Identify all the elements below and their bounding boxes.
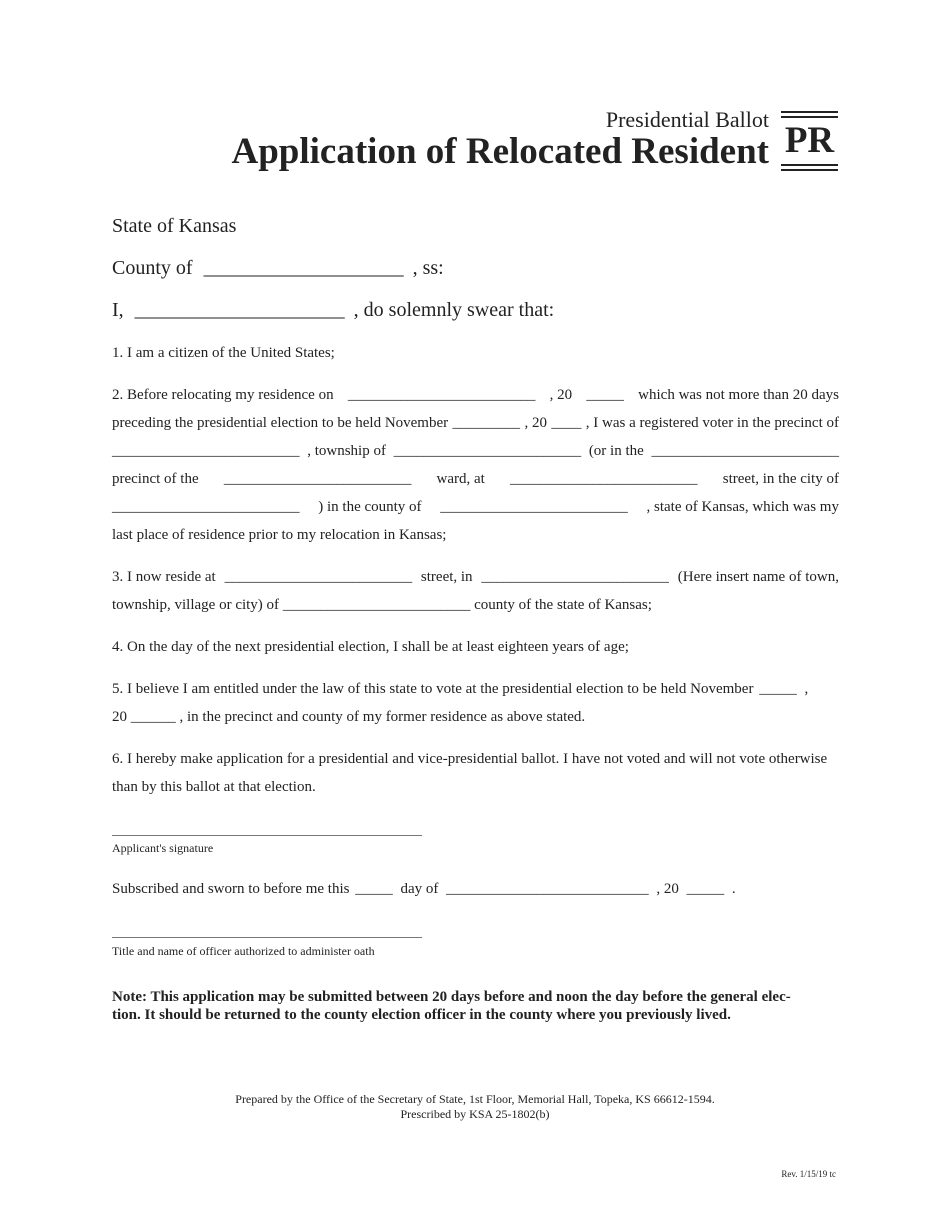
township-blank[interactable]: _________________________ bbox=[393, 443, 582, 459]
sworn-year-blank[interactable]: _____ bbox=[686, 881, 725, 897]
applicant-signature-line[interactable] bbox=[112, 835, 422, 836]
item-2-text-o: , state of Kansas, which was my bbox=[646, 499, 839, 515]
election-day-blank[interactable]: _________ bbox=[452, 415, 521, 431]
state-line: State of Kansas bbox=[112, 215, 237, 237]
sworn-day-blank[interactable]: _____ bbox=[355, 881, 393, 897]
item-3-text-a: 3. I now reside at bbox=[112, 569, 216, 585]
relocation-date-blank[interactable]: _________________________ bbox=[347, 387, 536, 403]
item-2-text-l: ward, at bbox=[436, 471, 485, 487]
oath-i: I, bbox=[112, 299, 124, 321]
officer-signature-label: Title and name of officer authorized to administer oath bbox=[112, 944, 375, 958]
item-4: 4. On the day of the next presidential election, I shall be at least eighteen years of age; bbox=[112, 639, 629, 655]
note-line-1: Note: This application may be submitted between 20 days before and noon the day before the general elec- bbox=[112, 989, 791, 1005]
badge-top-rule bbox=[781, 111, 838, 113]
precinct-blank[interactable]: _________________________ bbox=[112, 443, 300, 459]
item-2-text-n: ) in the county of bbox=[318, 499, 422, 515]
item-2-text-k: precinct of the bbox=[112, 471, 199, 487]
form-code: PR bbox=[784, 120, 835, 161]
footer-prescribed: Prescribed by KSA 25-1802(b) bbox=[400, 1107, 550, 1121]
sworn-text-g: . bbox=[731, 881, 736, 897]
footer-prepared: Prepared by the Office of the Secretary of State, 1st Floor, Memorial Hall, Topeka, KS 66612-1594. bbox=[235, 1092, 715, 1106]
badge-bottom-rule-2 bbox=[781, 169, 838, 171]
oath-line bbox=[112, 297, 554, 323]
badge-bottom-rule bbox=[781, 164, 838, 166]
former-county-blank[interactable]: _________________________ bbox=[440, 499, 628, 515]
form-title: Application of Relocated Resident bbox=[231, 131, 769, 172]
oath-text: , do solemnly swear that: bbox=[353, 299, 555, 321]
item-2-text-h: , I was a registered voter in the precinct of bbox=[585, 415, 839, 431]
sworn-line bbox=[112, 879, 736, 899]
ss-label: , ss: bbox=[412, 257, 444, 279]
sworn-text-e: , 20 bbox=[656, 881, 679, 897]
item-6-line-1: 6. I hereby make application for a presidential and vice-presidential ballot. I have not voted and will not vote otherwise bbox=[112, 751, 828, 767]
item-5-line-1 bbox=[112, 679, 808, 699]
sworn-text-a: Subscribed and sworn to before me this bbox=[112, 881, 350, 897]
city-blank[interactable]: _________________________ bbox=[112, 499, 300, 515]
revision-label: Rev. 1/15/19 tc bbox=[781, 1169, 836, 1179]
item-2-line-4 bbox=[112, 469, 839, 489]
item-5-text-c: , bbox=[804, 681, 809, 697]
item-2-text-i: , township of bbox=[307, 443, 386, 459]
item-2-line-2 bbox=[112, 413, 839, 433]
oath-name-blank[interactable]: _____________________ bbox=[134, 299, 345, 321]
item-2-line-3 bbox=[112, 441, 839, 461]
relocation-year-blank[interactable]: _____ bbox=[586, 387, 624, 403]
street-blank[interactable]: _________________________ bbox=[510, 471, 698, 487]
item-1: 1. I am a citizen of the United States; bbox=[112, 345, 335, 361]
current-county-blank[interactable]: _________________________ bbox=[282, 597, 471, 613]
item-2-text-a: 2. Before relocating my residence on bbox=[112, 387, 334, 403]
item-2-text-g: , 20 bbox=[524, 415, 547, 431]
item-2-line-1 bbox=[112, 385, 839, 405]
officer-signature-line[interactable] bbox=[112, 937, 422, 938]
sworn-month-blank[interactable]: ___________________________ bbox=[446, 881, 649, 897]
applicant-signature-label: Applicant's signature bbox=[112, 841, 214, 855]
item-6-line-2: than by this ballot at that election. bbox=[112, 779, 316, 795]
item-2-text-c: , 20 bbox=[549, 387, 573, 403]
item-2-text-j: (or in the bbox=[588, 443, 644, 459]
item-5-line-2: 20 ______ , in the precinct and county of my former residence as above stated. bbox=[112, 709, 586, 725]
item-2-text-m: street, in the city of bbox=[722, 471, 839, 487]
form-subtitle: Presidential Ballot bbox=[605, 107, 769, 132]
item-2-line-5 bbox=[112, 497, 839, 517]
election-year-blank[interactable]: ____ bbox=[551, 415, 582, 431]
item-3-text-c: street, in bbox=[420, 569, 473, 585]
alt-precinct-blank[interactable]: _________________________ bbox=[651, 443, 839, 459]
item-3-text-e: (Here insert name of town, bbox=[677, 569, 839, 585]
item-3-text-g: county of the state of Kansas; bbox=[474, 597, 652, 613]
form-code-badge bbox=[781, 111, 838, 173]
ward-blank[interactable]: _________________________ bbox=[223, 471, 412, 487]
county-label: County of bbox=[112, 257, 193, 279]
sworn-text-c: day of bbox=[400, 881, 439, 897]
badge-top-rule-2 bbox=[781, 116, 838, 118]
item-3-line-2 bbox=[112, 595, 652, 615]
item-3-line-1 bbox=[112, 567, 839, 587]
vote-day-blank[interactable]: _____ bbox=[759, 681, 797, 697]
county-line bbox=[112, 255, 444, 281]
item-5-text-a: 5. I believe I am entitled under the law of this state to vote at the presidential election to be held November bbox=[112, 681, 754, 697]
current-address-blank[interactable]: _________________________ bbox=[224, 569, 413, 585]
note-line-2: tion. It should be returned to the county election officer in the county where you previously lived. bbox=[112, 1007, 731, 1023]
current-town-blank[interactable]: _________________________ bbox=[481, 569, 669, 585]
item-2-text-f: preceding the presidential election to be held November bbox=[112, 415, 449, 431]
item-2-line-6: last place of residence prior to my relocation in Kansas; bbox=[112, 527, 447, 543]
item-3-text-f: township, village or city) of bbox=[112, 597, 280, 613]
county-blank[interactable]: ____________________ bbox=[203, 257, 404, 279]
item-2-text-e: which was not more than 20 days bbox=[638, 387, 839, 403]
